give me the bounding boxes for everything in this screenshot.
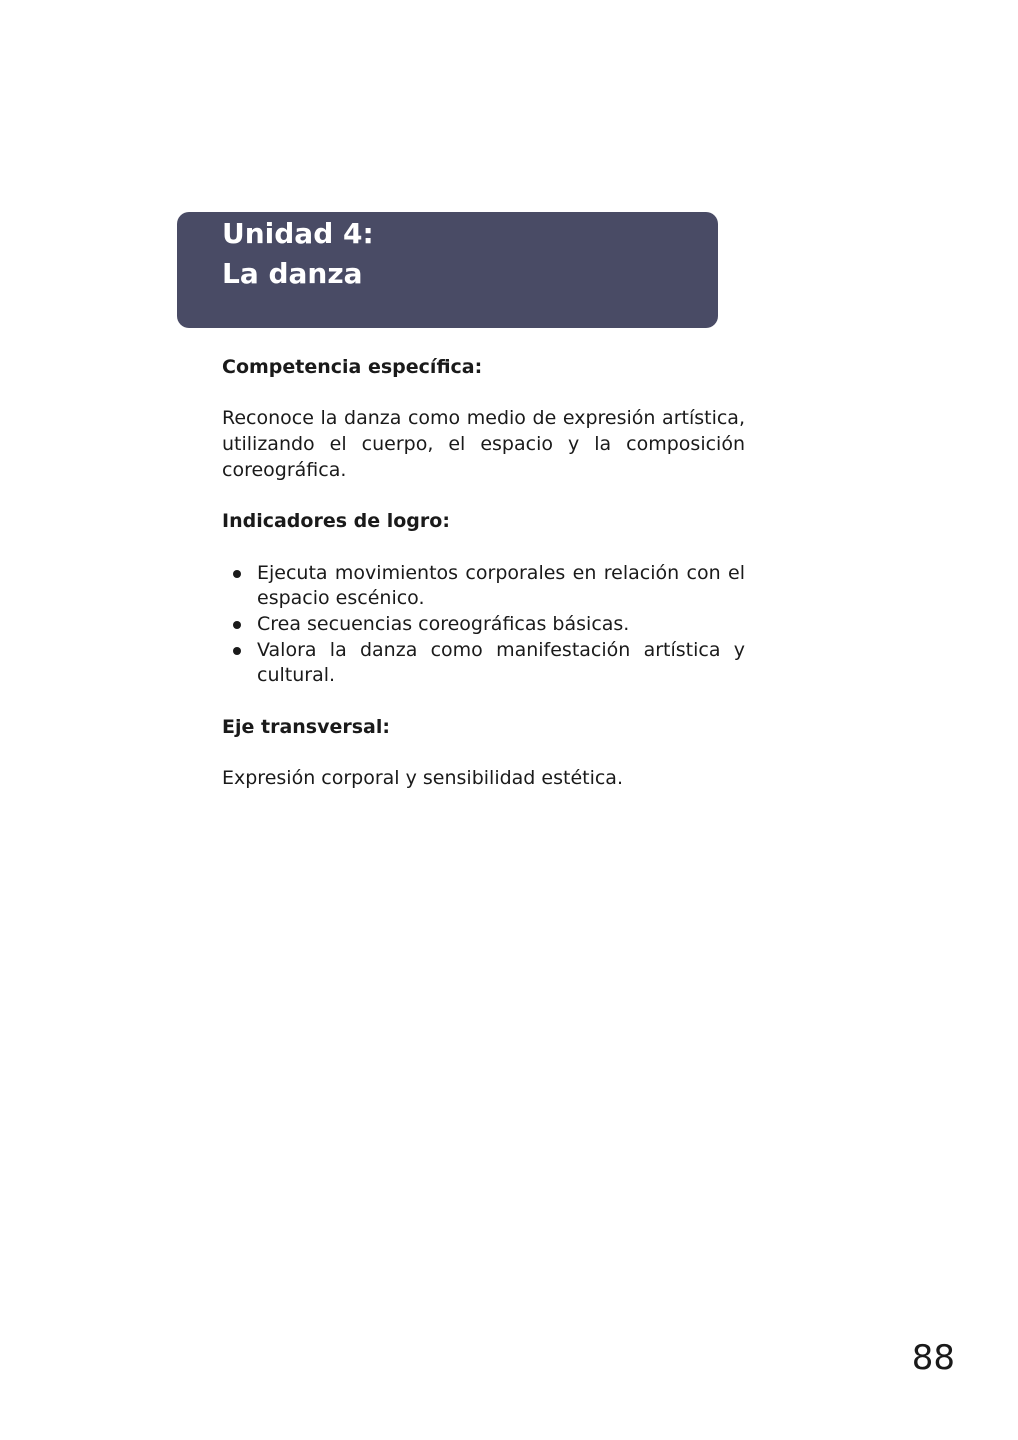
bullet-icon [233,621,241,629]
unit-name: La danza [222,257,363,290]
unit-content [222,355,745,792]
unit-header-box [177,212,718,328]
page-number: 88 [911,1338,955,1378]
eje-text: Expresión corporal y sensibilidad estética. [222,767,623,790]
indicadores-heading: Indicadores de logro: [222,510,450,533]
competencia-heading: Competencia específica: [222,356,483,378]
list-item [222,638,745,689]
list-item [222,561,745,612]
bullet-icon [233,647,241,655]
competencia-text: Reconoce la danza como medio de expresión artística, utilizando el cuerpo, el espacio y la composición coreográfica. [222,407,745,481]
unit-title [222,214,374,294]
bullet-icon [233,570,241,578]
list-item-text: Crea secuencias coreográficas básicas. [257,612,630,635]
list-item [222,612,745,638]
list-item-text: Valora la danza como manifestación artística y cultural. [257,638,745,687]
list-item-text: Ejecuta movimientos corporales en relación con el espacio escénico. [257,561,745,610]
unit-number: Unidad 4: [222,217,374,250]
indicadores-list [222,561,745,690]
eje-heading: Eje transversal: [222,715,390,738]
